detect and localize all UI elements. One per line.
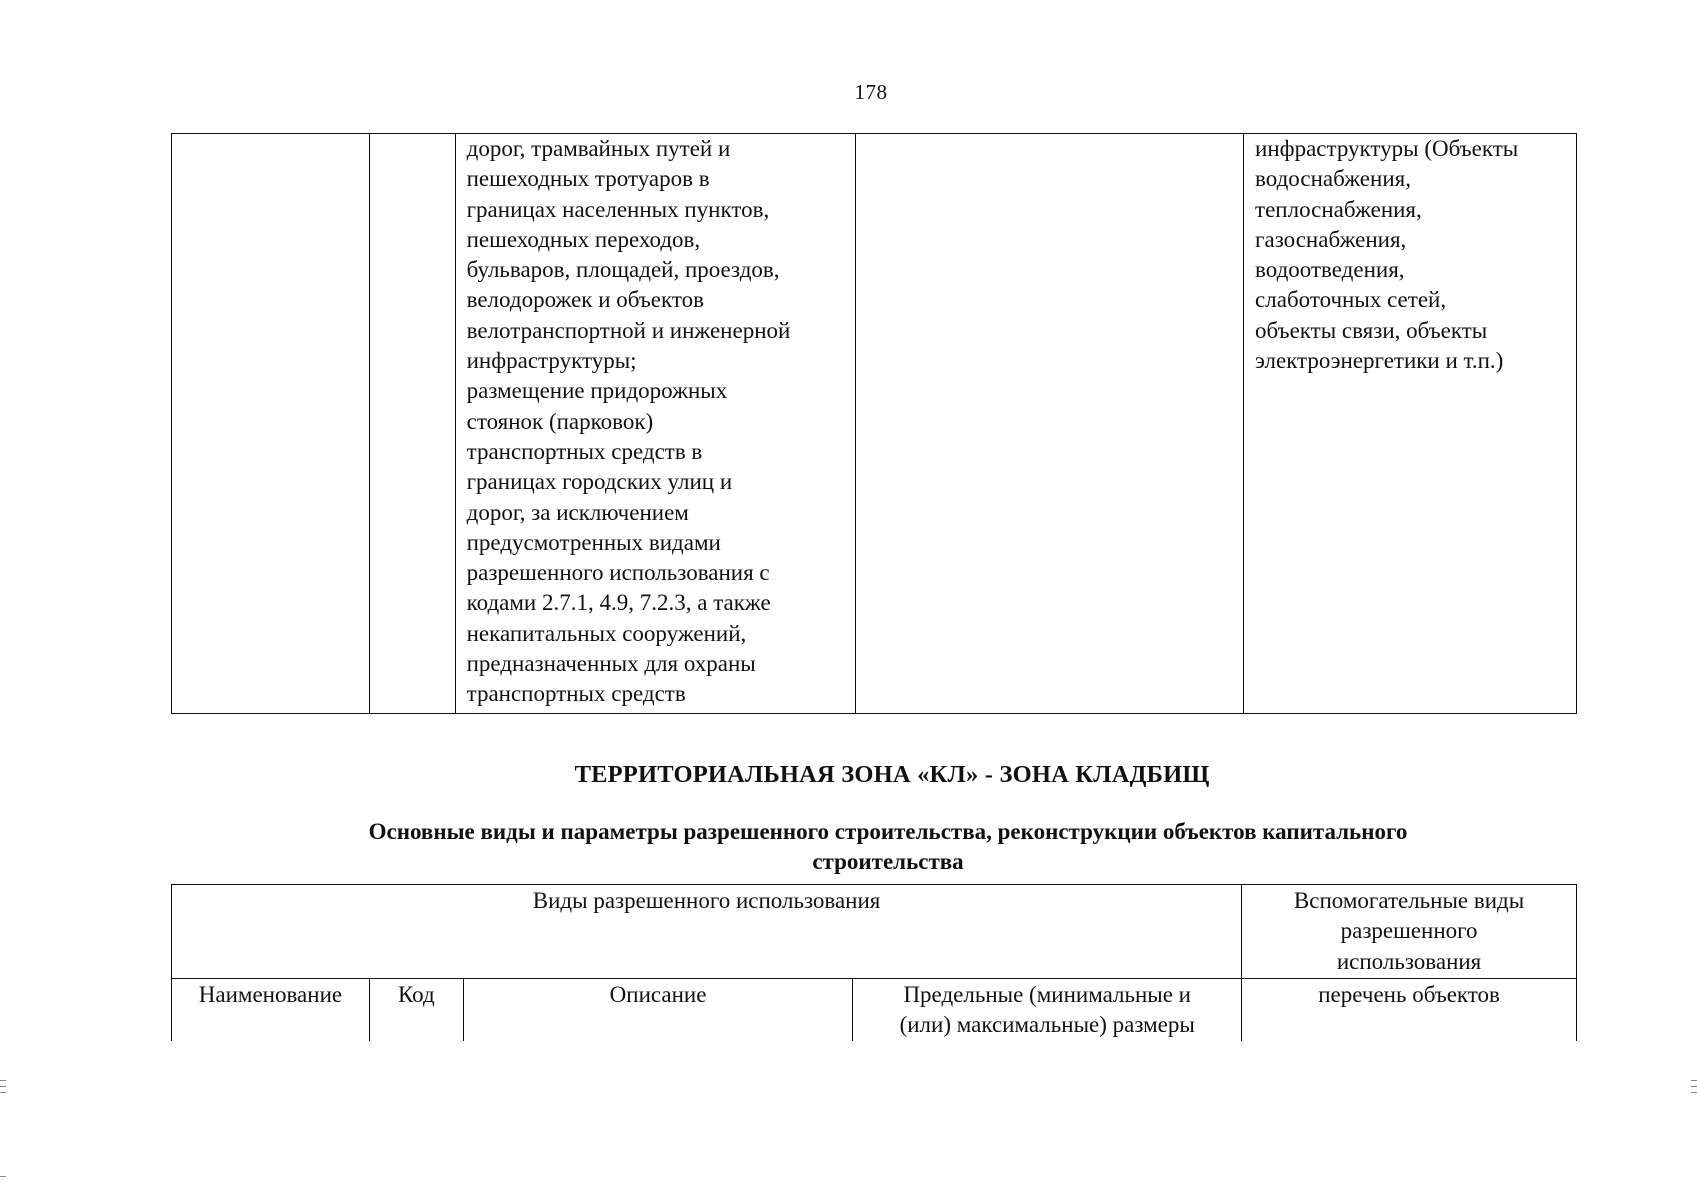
- description-line: дорог, за исключением: [466, 499, 689, 525]
- col-header-limits: [853, 979, 1242, 1041]
- auxiliary-line: слаботочных сетей,: [1255, 287, 1447, 313]
- header-aux-line: Вспомогательные виды: [1293, 888, 1525, 913]
- header-auxiliary-uses: [1242, 885, 1577, 979]
- auxiliary-line: инфраструктуры (Объекты: [1255, 136, 1519, 161]
- header-permitted-uses: Виды разрешенного использования: [172, 885, 1242, 979]
- header-row: [172, 885, 1577, 979]
- limits-cell: [855, 134, 1244, 714]
- description-line: пешеходных переходов,: [466, 226, 701, 252]
- name-cell: [172, 134, 370, 714]
- col-header-name: Наименование: [172, 979, 370, 1041]
- auxiliary-line: водоснабжения,: [1255, 166, 1411, 192]
- auxiliary-line: водоотведения,: [1255, 257, 1405, 283]
- description-line: велотранспортной и инженерной: [466, 317, 791, 343]
- continued-table: [171, 133, 1577, 714]
- zone-title: ТЕРРИТОРИАЛЬНАЯ ЗОНА «КЛ» - ЗОНА КЛАДБИЩ: [574, 761, 1210, 788]
- description-line: кодами 2.7.1, 4.9, 7.2.3, а также: [466, 590, 771, 616]
- description-line: границах городских улиц и: [466, 469, 733, 495]
- auxiliary-cell: [1244, 134, 1577, 714]
- auxiliary-line: объекты связи, объекты: [1255, 317, 1488, 343]
- col-header-limits-line: Предельные (минимальные и: [903, 982, 1191, 1007]
- description-line: стоянок (парковок): [466, 408, 654, 434]
- col-header-objects: перечень объектов: [1242, 979, 1577, 1041]
- description-line: размещение придорожных: [466, 378, 728, 404]
- auxiliary-line: газоснабжения,: [1255, 226, 1407, 252]
- header-aux-line: разрешенного: [1340, 918, 1478, 944]
- col-header-description: Описание: [463, 979, 853, 1041]
- table-row: [172, 134, 1577, 714]
- page-number: 178: [854, 80, 888, 104]
- scan-edge-mark: [1691, 1092, 1697, 1093]
- description-line: дорог, трамвайных путей и: [466, 136, 731, 161]
- scan-edge-mark: [0, 1092, 6, 1093]
- subtitle-line-2: строительства: [812, 849, 964, 874]
- scan-edge-mark: [1691, 1086, 1697, 1087]
- col-header-limits-line: (или) максимальные) размеры: [899, 1012, 1195, 1038]
- scan-edge-mark: [0, 1080, 6, 1081]
- description-line: предназначенных для охраны: [466, 651, 756, 677]
- description-line: бульваров, площадей, проездов,: [466, 257, 780, 283]
- header-aux-line: использования: [1336, 948, 1482, 974]
- description-line: разрешенного использования с: [466, 560, 770, 586]
- scan-edge-mark: [1691, 1080, 1697, 1081]
- description-line: предусмотренных видами: [466, 529, 721, 555]
- description-line: транспортных средств в: [466, 438, 703, 464]
- subheader-row: [172, 979, 1577, 1041]
- zone-uses-table: [171, 884, 1577, 1041]
- auxiliary-line: теплоснабжения,: [1255, 196, 1422, 222]
- auxiliary-line: электроэнергетики и т.п.): [1255, 348, 1504, 374]
- description-cell: [455, 134, 855, 714]
- description-line: границах населенных пунктов,: [466, 196, 770, 222]
- description-line: инфраструктуры;: [466, 348, 637, 374]
- section-subtitle: [0, 817, 1697, 877]
- scan-edge-mark: [0, 1086, 6, 1087]
- description-line: некапитальных сооружений,: [466, 620, 747, 646]
- description-line: пешеходных тротуаров в: [466, 166, 710, 192]
- subtitle-line-1: Основные виды и параметры разрешенного строительства, реконструкции объектов капитального: [368, 819, 1408, 844]
- description-line: велодорожек и объектов: [466, 287, 704, 313]
- description-line: транспортных средств: [466, 681, 686, 707]
- scan-edge-mark: [0, 1176, 6, 1177]
- col-header-code: Код: [369, 979, 463, 1041]
- code-cell: [369, 134, 455, 714]
